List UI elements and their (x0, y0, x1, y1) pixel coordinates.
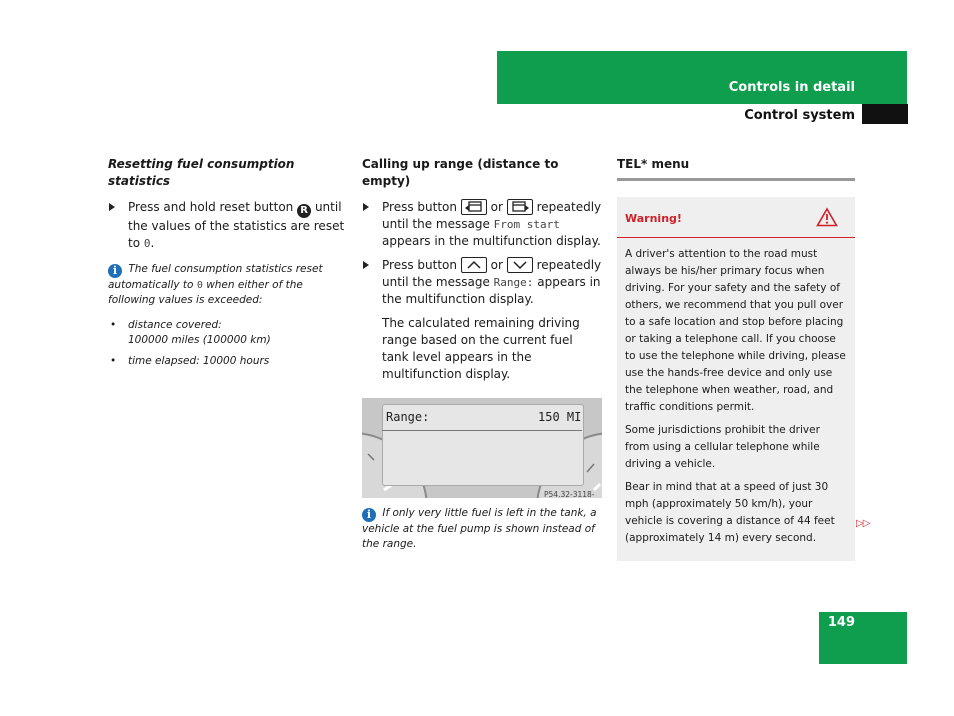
column-reset-statistics (108, 156, 348, 375)
page-number: 149 (827, 615, 855, 630)
heading-range: Calling up range (distance to empty) (362, 157, 559, 188)
step-arrow-icon (363, 203, 369, 211)
heading-reset-statistics: Resetting fuel consumption statistics (108, 157, 295, 188)
warning-title: Warning! (625, 212, 682, 225)
image-reference: P54.32-3118- (544, 490, 595, 498)
chevron-up-button-icon (461, 257, 487, 273)
step-select-display: Press button or repeatedly until the message From start appears in the multifunction display. (362, 199, 602, 250)
warning-paragraph: Bear in mind that at a speed of just 30 mph (approximately 50 km/h), your vehicle is covering a distance of 44 feet (approximately 14 m) every second. (625, 481, 835, 544)
display-label: Range: (386, 410, 430, 424)
display-back-button-icon (461, 199, 487, 215)
column-range (362, 156, 602, 562)
column-tel-menu (617, 156, 855, 561)
step-arrow-icon (363, 261, 369, 269)
info-note-reset: i The fuel consumption statistics reset automatically to 0 when either of the following values is exceeded: (108, 263, 323, 306)
warning-box (617, 197, 855, 561)
list-item: • time elapsed: 10000 hours (110, 355, 270, 367)
heading-tel-menu: TEL* menu (617, 157, 690, 171)
step-arrow-icon (109, 203, 115, 211)
subsection-marker (862, 104, 908, 124)
section-title: Controls in detail (728, 80, 855, 95)
step-select-range: Press button or repeatedly until the message Range: appears in the multifunction display. (362, 257, 602, 308)
display-value: 150 MI (538, 410, 582, 424)
warning-paragraph: A driver's attention to the road must always be his/her primary focus when driving. For your safety and the safety of others, we recommend that you pull over to a safe location and stop before placing or taking a telephone call. If you choose to use the telephone while driving, please use the hands-free device and only use the telephone when weather, road, and traffic conditions permit. (625, 248, 846, 413)
info-icon: i (362, 508, 376, 522)
multifunction-display-image (362, 398, 602, 498)
subsection-title: Control system (744, 108, 855, 123)
info-icon: i (108, 264, 122, 278)
info-note-range: i If only very little fuel is left in the tank, a vehicle at the fuel pump is shown instead of the range. (362, 507, 597, 550)
continued-icon: ▷▷ (856, 518, 870, 529)
warning-paragraph: Some jurisdictions prohibit the driver from using a cellular telephone while driving a vehicle. (625, 424, 820, 470)
list-item: • distance covered: 100000 miles (100000 km) (110, 319, 271, 346)
range-description: The calculated remaining driving range based on the current fuel tank level appears in the multifunction display. (382, 316, 580, 381)
chevron-down-button-icon (507, 257, 533, 273)
header-bar (497, 51, 907, 104)
warning-triangle-icon (816, 207, 838, 227)
reset-button-icon: R (297, 204, 311, 218)
step-reset: Press and hold reset button R until the values of the statistics are reset to 0. (108, 199, 348, 252)
heading-rule (617, 178, 855, 181)
display-forward-button-icon (507, 199, 533, 215)
